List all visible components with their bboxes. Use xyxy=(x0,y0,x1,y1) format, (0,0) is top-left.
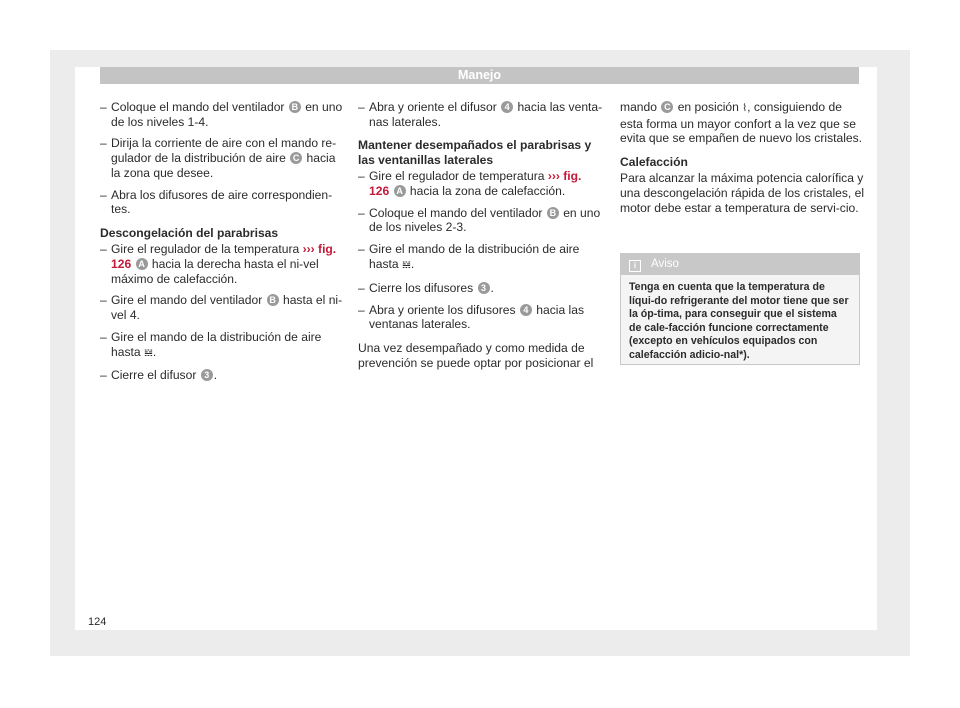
notice-title: Aviso xyxy=(651,258,679,270)
callout-badge: C xyxy=(290,152,302,164)
section-heading: Descongelación del parabrisas xyxy=(100,225,279,240)
notice-text: Tenga en cuenta que la temperatura de líqui-do refrigerante del motor tiene que ser la óp-tima, para conseguir que el sistema de cale-facción funcione correctamente (excepto en vehículos equipados con calefacción adicio-nal*). xyxy=(629,281,849,361)
list-item: – Abra los difusores de aire correspondien-tes. xyxy=(100,187,333,217)
list-item: – Coloque el mando del ventilador B en uno de los niveles 2-3. xyxy=(358,205,601,235)
callout-badge: 4 xyxy=(501,101,513,113)
windshield-defrost-icon: 𝍇 xyxy=(401,259,411,271)
list-item: – Abra y oriente los difusores 4 hacia las ventanas laterales. xyxy=(358,302,584,332)
section-heading: Calefacción xyxy=(620,154,688,169)
callout-badge: 4 xyxy=(520,304,532,316)
info-icon: i xyxy=(629,260,641,272)
page-number: 124 xyxy=(88,616,107,628)
air-distribution-icon: ⌇ xyxy=(742,103,748,114)
list-item: – Gire el regulador de temperatura ››› fig. 126 A hacia la zona de calefacción. xyxy=(358,169,582,198)
callout-badge: A xyxy=(136,258,148,270)
callout-badge: 3 xyxy=(201,369,213,381)
figure-reference-link[interactable]: ››› fig. 126 xyxy=(369,169,582,198)
notice-box xyxy=(620,253,860,365)
list-item: – Abra y oriente el difusor 4 hacia las venta-nas laterales. xyxy=(358,100,603,129)
callout-badge: 3 xyxy=(478,282,490,294)
callout-badge: B xyxy=(267,294,279,306)
callout-badge: B xyxy=(289,101,301,113)
list-item: – Coloque el mando del ventilador B en uno de los niveles 1-4. xyxy=(100,100,343,129)
windshield-defrost-icon: 𝍇 xyxy=(143,347,153,359)
list-item: – Gire el mando de la distribución de aire hasta 𝍇. xyxy=(358,242,580,271)
section-heading: Mantener desempañados el parabrisas y las ventanillas laterales xyxy=(358,138,592,167)
body-paragraph: mando C en posición ⌇, consiguiendo de esta forma un mayor confort a la vez que se evita que se empañen de nuevo los cristales. xyxy=(620,100,863,146)
list-item: – Cierre los difusores 3 . xyxy=(358,280,494,295)
column-3 xyxy=(620,100,865,215)
body-paragraph: Una vez desempañado y como medida de prevención se puede optar por posicionar el xyxy=(358,340,594,370)
notice-header xyxy=(621,254,859,275)
list-item: – Gire el regulador de la temperatura ››› fig. 126 A hacia la derecha hasta el ni-vel máximo de calefacción. xyxy=(100,242,337,286)
section-header: Manejo xyxy=(100,67,859,84)
list-item: – Cierre el difusor 3 . xyxy=(100,368,218,383)
list-item: – Gire el mando de la distribución de aire hasta 𝍇. xyxy=(100,329,322,359)
figure-reference-link[interactable]: ››› fig. 126 xyxy=(111,242,337,271)
body-paragraph: Para alcanzar la máxima potencia calorífica y una descongelación rápida de los cristales, el motor debe estar a temperatura de servi-cio. xyxy=(620,171,865,215)
callout-badge: A xyxy=(394,185,406,197)
callout-badge: C xyxy=(661,101,673,113)
list-item: – Gire el mando del ventilador B hasta el ni-vel 4. xyxy=(100,293,343,323)
column-1 xyxy=(100,100,345,390)
column-2 xyxy=(358,100,603,370)
callout-badge: B xyxy=(547,207,559,219)
list-item: – Dirija la corriente de aire con el mando re-gulador de la distribución de aire C hacia la zona que desee. xyxy=(100,136,337,180)
